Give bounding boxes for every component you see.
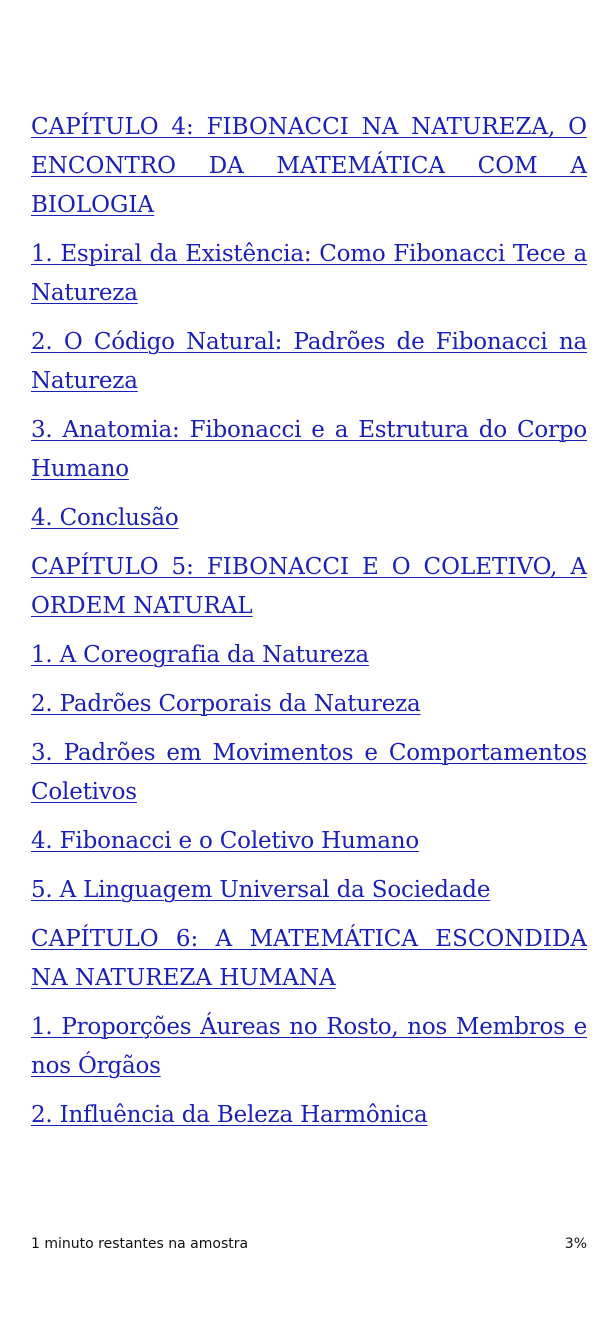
toc-section-link[interactable]: 4. Conclusão bbox=[31, 505, 179, 531]
toc-section-link[interactable]: 4. Fibonacci e o Coletivo Humano bbox=[31, 828, 419, 854]
toc-section-link[interactable]: 1. Espiral da Existência: Como Fibonacci Tece a Natureza bbox=[31, 241, 587, 306]
time-remaining-text: 1 minuto restantes na amostra bbox=[31, 1236, 249, 1252]
toc-section-link[interactable]: 5. A Linguagem Universal da Sociedade bbox=[31, 877, 491, 903]
toc-section-link[interactable]: 2. O Código Natural: Padrões de Fibonacci na Natureza bbox=[31, 329, 587, 394]
toc-chapter-6-link[interactable]: CAPÍTULO 6: A MATEMÁTICA ESCONDIDA NA NATUREZA HUMANA bbox=[31, 926, 587, 991]
reading-status-bar bbox=[31, 1234, 587, 1254]
progress-percent: 3% bbox=[564, 1236, 587, 1252]
toc-section-link[interactable]: 1. Proporções Áureas no Rosto, nos Membros e nos Órgãos bbox=[31, 1014, 587, 1079]
toc-section-link[interactable]: 1. A Coreografia da Natureza bbox=[31, 642, 369, 668]
toc-section-link[interactable]: 2. Influência da Beleza Harmônica bbox=[31, 1102, 428, 1128]
toc-chapter-4-link[interactable]: CAPÍTULO 4: FIBONACCI NA NATUREZA, O ENCONTRO DA MATEMÁTICA COM A BIOLOGIA bbox=[31, 114, 587, 218]
toc-section-link[interactable]: 3. Anatomia: Fibonacci e a Estrutura do Corpo Humano bbox=[31, 417, 587, 482]
toc-section-link[interactable]: 3. Padrões em Movimentos e Comportamentos Coletivos bbox=[31, 740, 587, 805]
table-of-contents bbox=[31, 108, 587, 1145]
toc-chapter-5-link[interactable]: CAPÍTULO 5: FIBONACCI E O COLETIVO, A ORDEM NATURAL bbox=[31, 554, 587, 619]
toc-section-link[interactable]: 2. Padrões Corporais da Natureza bbox=[31, 691, 421, 717]
